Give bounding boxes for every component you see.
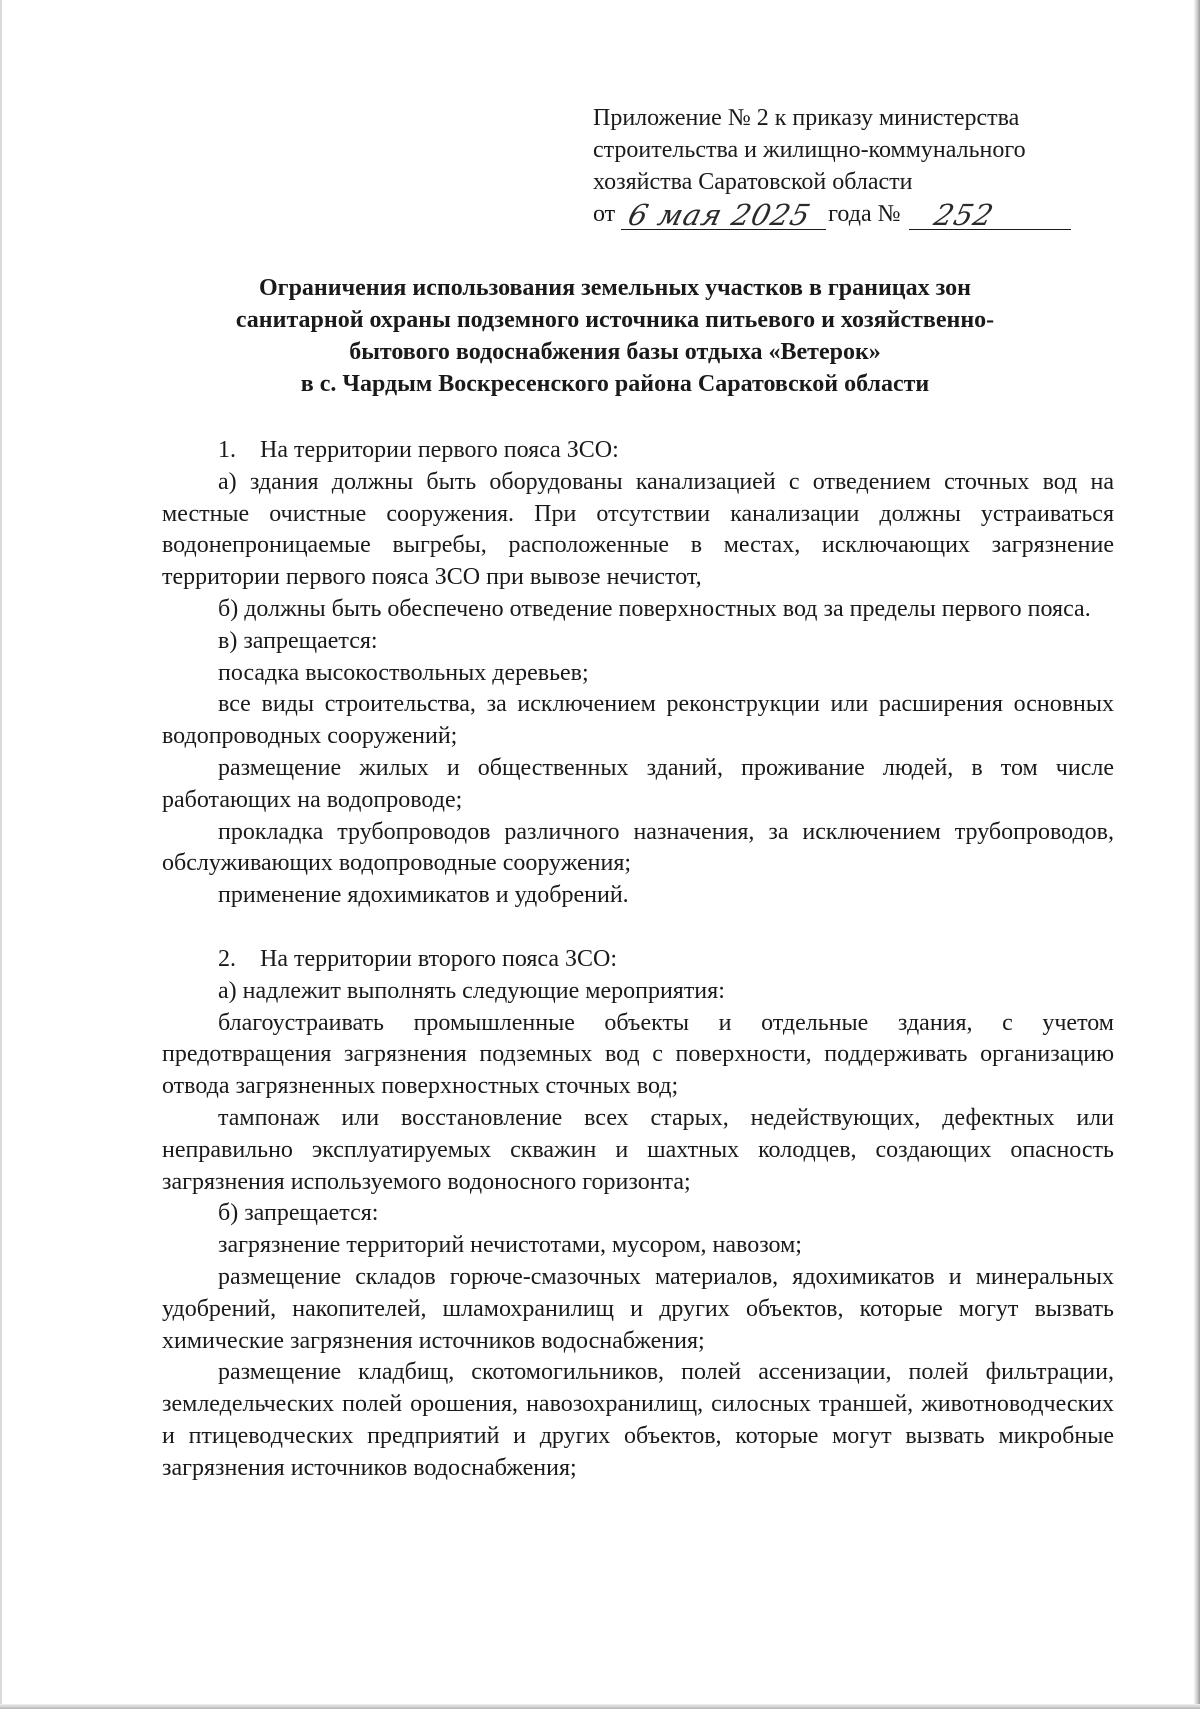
paragraph: прокладка трубопроводов различного назначения, за исключением трубопроводов, обслуживающих водопроводные сооружения; [162, 818, 1114, 877]
paragraph: тампонаж или восстановление всех старых, недействующих, дефектных или неправильно эксплуатируемых скважин и шахтных колодцев, создающих опасность загрязнения используемого водоносного горизонта; [162, 1104, 1114, 1195]
paragraph: посадка высокоствольных деревьев; [218, 659, 589, 686]
paragraph: загрязнение территорий нечистотами, мусором, навозом; [218, 1232, 802, 1259]
document-title [150, 272, 1080, 400]
title-line: бытового водоснабжения базы отдыха «Ветерок» [349, 339, 881, 365]
year-number-label: года № [828, 201, 901, 227]
paragraph: б) должны быть обеспечено отведение поверхностных вод за пределы первого пояса. [218, 595, 1091, 622]
document-body [162, 435, 1114, 1485]
paragraph: в) запрещается: [218, 627, 378, 654]
order-date-number-line [593, 198, 1153, 230]
from-label: от [593, 201, 616, 227]
title-line: Ограничения использования земельных участков в границах зон [259, 275, 971, 301]
section-heading: 2. На территории второго пояса ЗСО: [218, 945, 618, 972]
handwritten-number: 252 [930, 198, 998, 232]
handwritten-date: 6 мая 2025 [624, 198, 815, 232]
scan-edge-right [1194, 0, 1200, 1709]
paragraph: размещение складов горюче-смазочных материалов, ядохимикатов и минеральных удобрений, накопителей, шламохранилищ и других объектов, которые могут вызвать химические загрязнения источников водоснабжения; [162, 1263, 1114, 1354]
scan-edge-left [0, 0, 2, 1709]
paragraph: б) запрещается: [218, 1200, 379, 1227]
title-line: санитарной охраны подземного источника питьевого и хозяйственно- [235, 307, 995, 333]
paragraph: размещение кладбищ, скотомогильников, полей ассенизации, полей фильтрации, земледельческих полей орошения, навозохранилищ, силосных траншей, животноводческих и птицеводческих предприятий и других объектов, которые могут вызвать микробные загрязнения источников водоснабжения; [162, 1359, 1114, 1481]
paragraph: размещение жилых и общественных зданий, проживание людей, в том числе работающих на водопроводе; [162, 754, 1114, 813]
number-field [909, 198, 1071, 232]
date-field [621, 198, 826, 232]
header-line: хозяйства Саратовской области [593, 169, 913, 195]
section-spacer [162, 912, 1114, 944]
paragraph: благоустраивать промышленные объекты и отдельные здания, с учетом предотвращения загрязнения подземных вод с поверхности, поддерживать организацию отвода загрязненных поверхностных сточных вод; [162, 1009, 1114, 1100]
paragraph: применение ядохимикатов и удобрений. [218, 882, 629, 909]
paragraph: а) надлежит выполнять следующие мероприятия: [218, 977, 725, 1004]
section-heading: 1. На территории первого пояса ЗСО: [218, 437, 619, 463]
title-line: в с. Чардым Воскресенского района Саратовской области [300, 371, 930, 397]
paragraph: а) здания должны быть оборудованы канализацией с отведением сточных вод на местные очистные сооружения. При отсутствии канализации должны устраиваться водонепроницаемые выгребы, расположенные в местах, исключающих загрязнение территории первого пояса ЗСО при вывозе нечистот, [162, 468, 1114, 591]
scan-edge-bottom [0, 1704, 1200, 1709]
header-line: Приложение № 2 к приказу министерства [593, 105, 1020, 131]
appendix-header [593, 102, 1153, 230]
header-line: строительства и жилищно-коммунального [593, 137, 1026, 163]
paragraph: все виды строительства, за исключением реконструкции или расширения основных водопроводных сооружений; [162, 691, 1114, 750]
